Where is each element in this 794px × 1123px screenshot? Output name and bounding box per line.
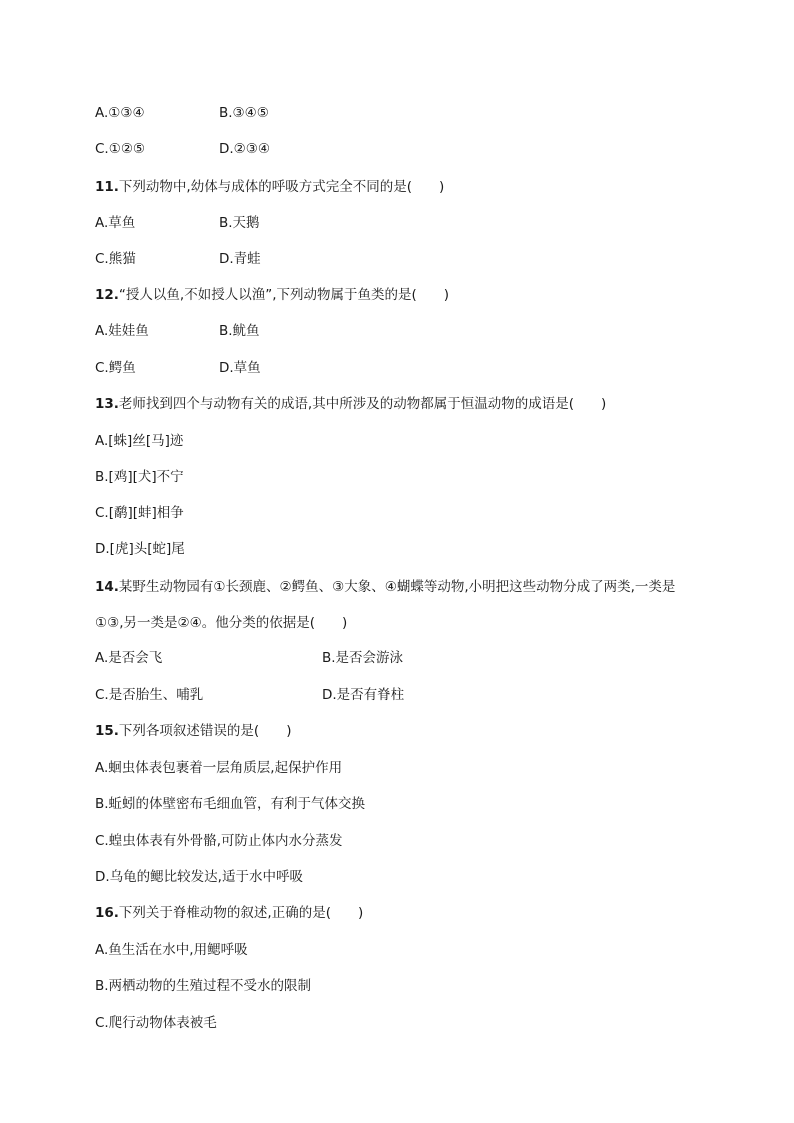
question-13-option-b [95, 468, 184, 486]
option-b: B.天鹅 [219, 215, 260, 231]
question-number: 11. [95, 179, 119, 195]
option-a: A.草鱼 [95, 215, 136, 231]
question-number: 16. [95, 905, 119, 921]
question-12-options-row-2 [95, 359, 261, 377]
question-15-option-a [95, 759, 342, 777]
option-a: A.蛔虫体表包裹着一层角质层,起保护作用 [95, 760, 343, 776]
option-b: B.是否会游泳 [322, 650, 404, 666]
question-15-option-c [95, 832, 343, 850]
question-11-options-row-1 [95, 214, 260, 232]
question-number: 13. [95, 396, 119, 412]
question-14-stem-line-2 [95, 614, 347, 632]
pre-options-row-1 [95, 104, 269, 122]
question-text: ①③,另一类是②④。他分类的依据是( ) [95, 615, 348, 631]
question-16-option-c [95, 1014, 217, 1032]
option-d: D.[虎]头[蛇]尾 [95, 541, 185, 557]
question-12-stem [95, 286, 449, 304]
question-13-option-d [95, 540, 185, 558]
option-c: C.是否胎生、哺乳 [95, 687, 204, 703]
question-14-stem-line-1 [95, 578, 675, 596]
option-d: D.②③④ [219, 141, 270, 157]
question-text: 某野生动物园有①长颈鹿、②鳄鱼、③大象、④蝴蝶等动物,小明把这些动物分成了两类,一类是 [118, 579, 676, 595]
question-number: 14. [95, 579, 119, 595]
option-c: C.蝗虫体表有外骨骼,可防止体内水分蒸发 [95, 833, 343, 849]
question-text: 老师找到四个与动物有关的成语,其中所涉及的动物都属于恒温动物的成语是( ) [118, 396, 607, 412]
option-a: A.是否会飞 [95, 650, 163, 666]
question-text: 下列关于脊椎动物的叙述,正确的是( ) [118, 905, 364, 921]
question-16-stem [95, 904, 363, 922]
question-16-option-a [95, 941, 248, 959]
option-c: C.[鹬][蚌]相争 [95, 505, 184, 521]
question-13-option-c [95, 504, 184, 522]
option-a: A.[蛛]丝[马]迹 [95, 433, 184, 449]
question-14-options-row-2 [95, 686, 405, 704]
option-c: C.鳄鱼 [95, 360, 136, 376]
question-text: “授人以鱼,不如授人以渔”,下列动物属于鱼类的是( ) [118, 287, 450, 303]
question-15-option-d [95, 868, 303, 886]
option-a: A.①③④ [95, 105, 145, 121]
question-text: 下列动物中,幼体与成体的呼吸方式完全不同的是( ) [118, 179, 445, 195]
option-c: C.熊猫 [95, 251, 136, 267]
question-13-stem [95, 395, 606, 413]
question-13-option-a [95, 432, 183, 450]
option-d: D.青蛙 [219, 251, 261, 267]
question-text: 下列各项叙述错误的是( ) [118, 723, 292, 739]
question-15-stem [95, 722, 291, 740]
question-number: 15. [95, 723, 119, 739]
option-c: C.①②⑤ [95, 141, 146, 157]
question-number: 12. [95, 287, 119, 303]
option-b: B.鱿鱼 [219, 323, 260, 339]
pre-options-row-2 [95, 140, 270, 158]
question-11-stem [95, 178, 444, 196]
option-b: B.[鸡][犬]不宁 [95, 469, 184, 485]
option-b: B.两栖动物的生殖过程不受水的限制 [95, 978, 312, 994]
question-15-option-b [95, 795, 365, 813]
option-c: C.爬行动物体表被毛 [95, 1015, 217, 1031]
option-d: D.是否有脊柱 [322, 687, 405, 703]
option-b: B.③④⑤ [219, 105, 269, 121]
option-d: D.草鱼 [219, 360, 261, 376]
option-b: B.蚯蚓的体壁密布毛细血管，有利于气体交换 [95, 796, 366, 812]
question-16-option-b [95, 977, 311, 995]
option-d: D.乌龟的鳃比较发达,适于水中呼吸 [95, 869, 303, 885]
option-a: A.娃娃鱼 [95, 323, 149, 339]
question-11-options-row-2 [95, 250, 261, 268]
question-12-options-row-1 [95, 322, 260, 340]
question-14-options-row-1 [95, 649, 404, 667]
option-a: A.鱼生活在水中,用鳃呼吸 [95, 942, 248, 958]
